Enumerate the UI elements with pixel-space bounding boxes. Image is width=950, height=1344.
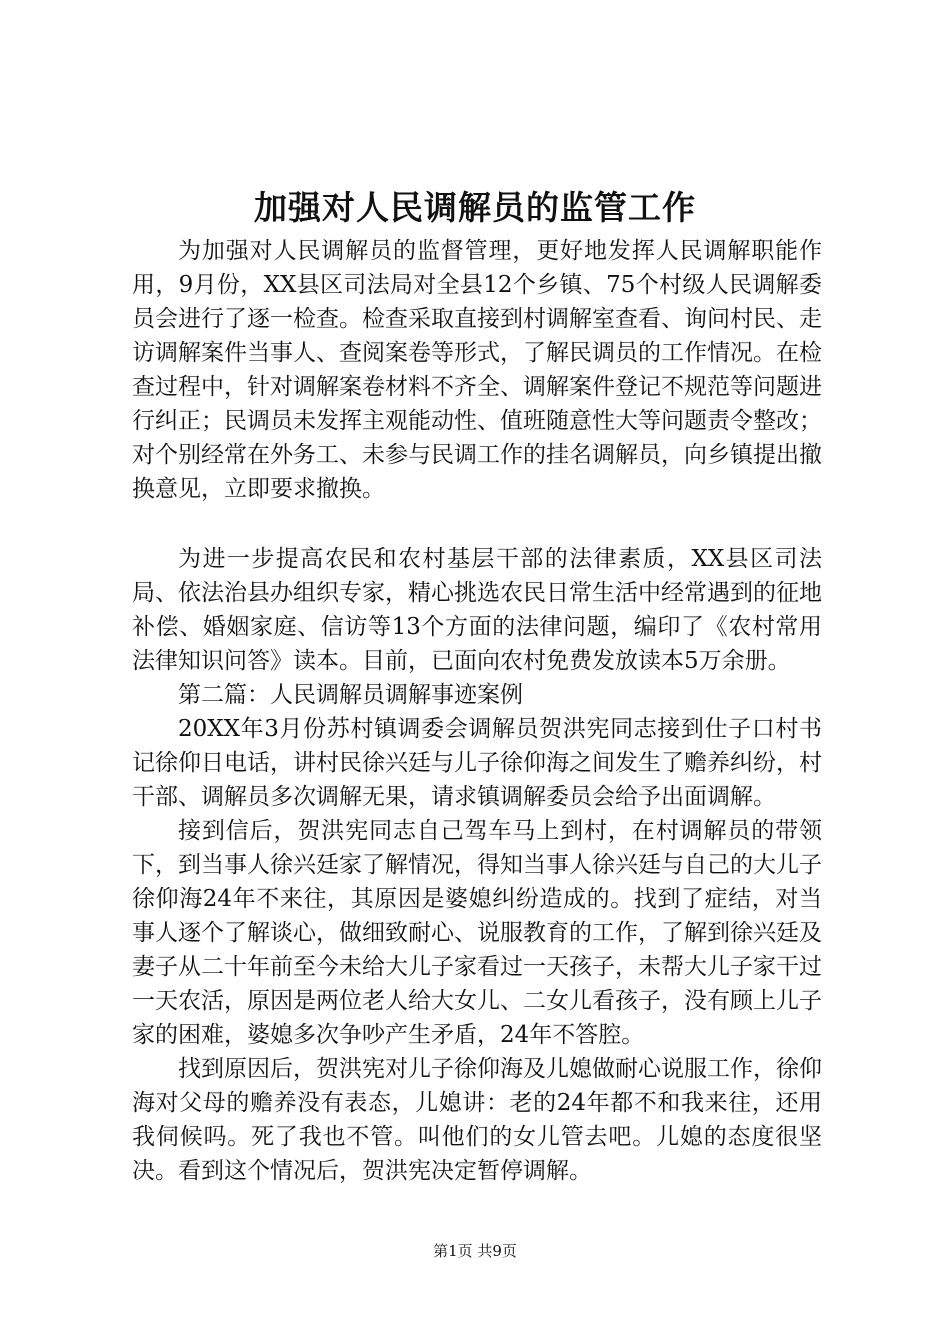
paragraph-case-mediation: 找到原因后，贺洪宪对儿子徐仰海及儿媳做耐心说服工作，徐仰海对父母的赡养没有表态，儿媳讲：老的24年都不和我来往，还用我伺候吗。死了我也不管。叫他们的女儿管去吧。儿媳的态度很坚决。看到这个情况后，贺洪宪决定暂停调解。 — [132, 1056, 822, 1184]
paragraph-case-intro: 20XX年3月份苏村镇调委会调解员贺洪宪同志接到仕子口村书记徐仰日电话，讲村民徐兴廷与儿子徐仰海之间发生了赡养纠纷，村干部、调解员多次调解无果，请求镇调解委员会给予出面调解。 — [132, 716, 822, 810]
section-heading: 第二篇：人民调解员调解事迹案例 — [178, 682, 523, 708]
paragraph-inspection: 为加强对人民调解员的监督管理，更好地发挥人民调解职能作用，9月份，XX县区司法局对全县12个乡镇、75个村级人民调解委员会进行了逐一检查。检查采取直接到村调解室查看、询问村民、走访调解案件当事人、查阅案卷等形式，了解民调员的工作情况。在检查过程中，针对调解案卷材料不齐全、调解案件登记不规范等问题进行纠正；民调员未发挥主观能动性、值班随意性大等问题责令整改；对个别经常在外务工、未参与民调工作的挂名调解员，向乡镇提出撤换意见，立即要求撤换。 — [132, 238, 822, 502]
document-body — [132, 234, 822, 1188]
document-title: 加强对人民调解员的监管工作 — [254, 188, 696, 227]
page-footer: 第1页 共9页 — [433, 1242, 517, 1260]
paragraph-gap — [132, 506, 822, 542]
paragraph-case-investigation: 接到信后，贺洪宪同志自己驾车马上到村，在村调解员的带领下，到当事人徐兴廷家了解情况，得知当事人徐兴廷与自己的大儿子徐仰海24年不来往，其原因是婆媳纠纷造成的。找到了症结，对当事人逐个了解谈心，做细致耐心、说服教育的工作，了解到徐兴廷及妻子从二十年前至今未给大儿子家看过一天孩子，未帮大儿子家干过一天农活，原因是两位老人给大女儿、二女儿看孩子，没有顾上儿子家的困难，婆媳多次争吵产生矛盾，24年不答腔。 — [132, 818, 822, 1048]
paragraph-legal-booklet: 为进一步提高农民和农村基层干部的法律素质，XX县区司法局、依法治县办组织专家，精心挑选农民日常生活中经常遇到的征地补偿、婚姻家庭、信访等13个方面的法律问题，编印了《农村常用法律知识问答》读本。目前，已面向农村免费发放读本5万余册。 — [132, 546, 822, 674]
